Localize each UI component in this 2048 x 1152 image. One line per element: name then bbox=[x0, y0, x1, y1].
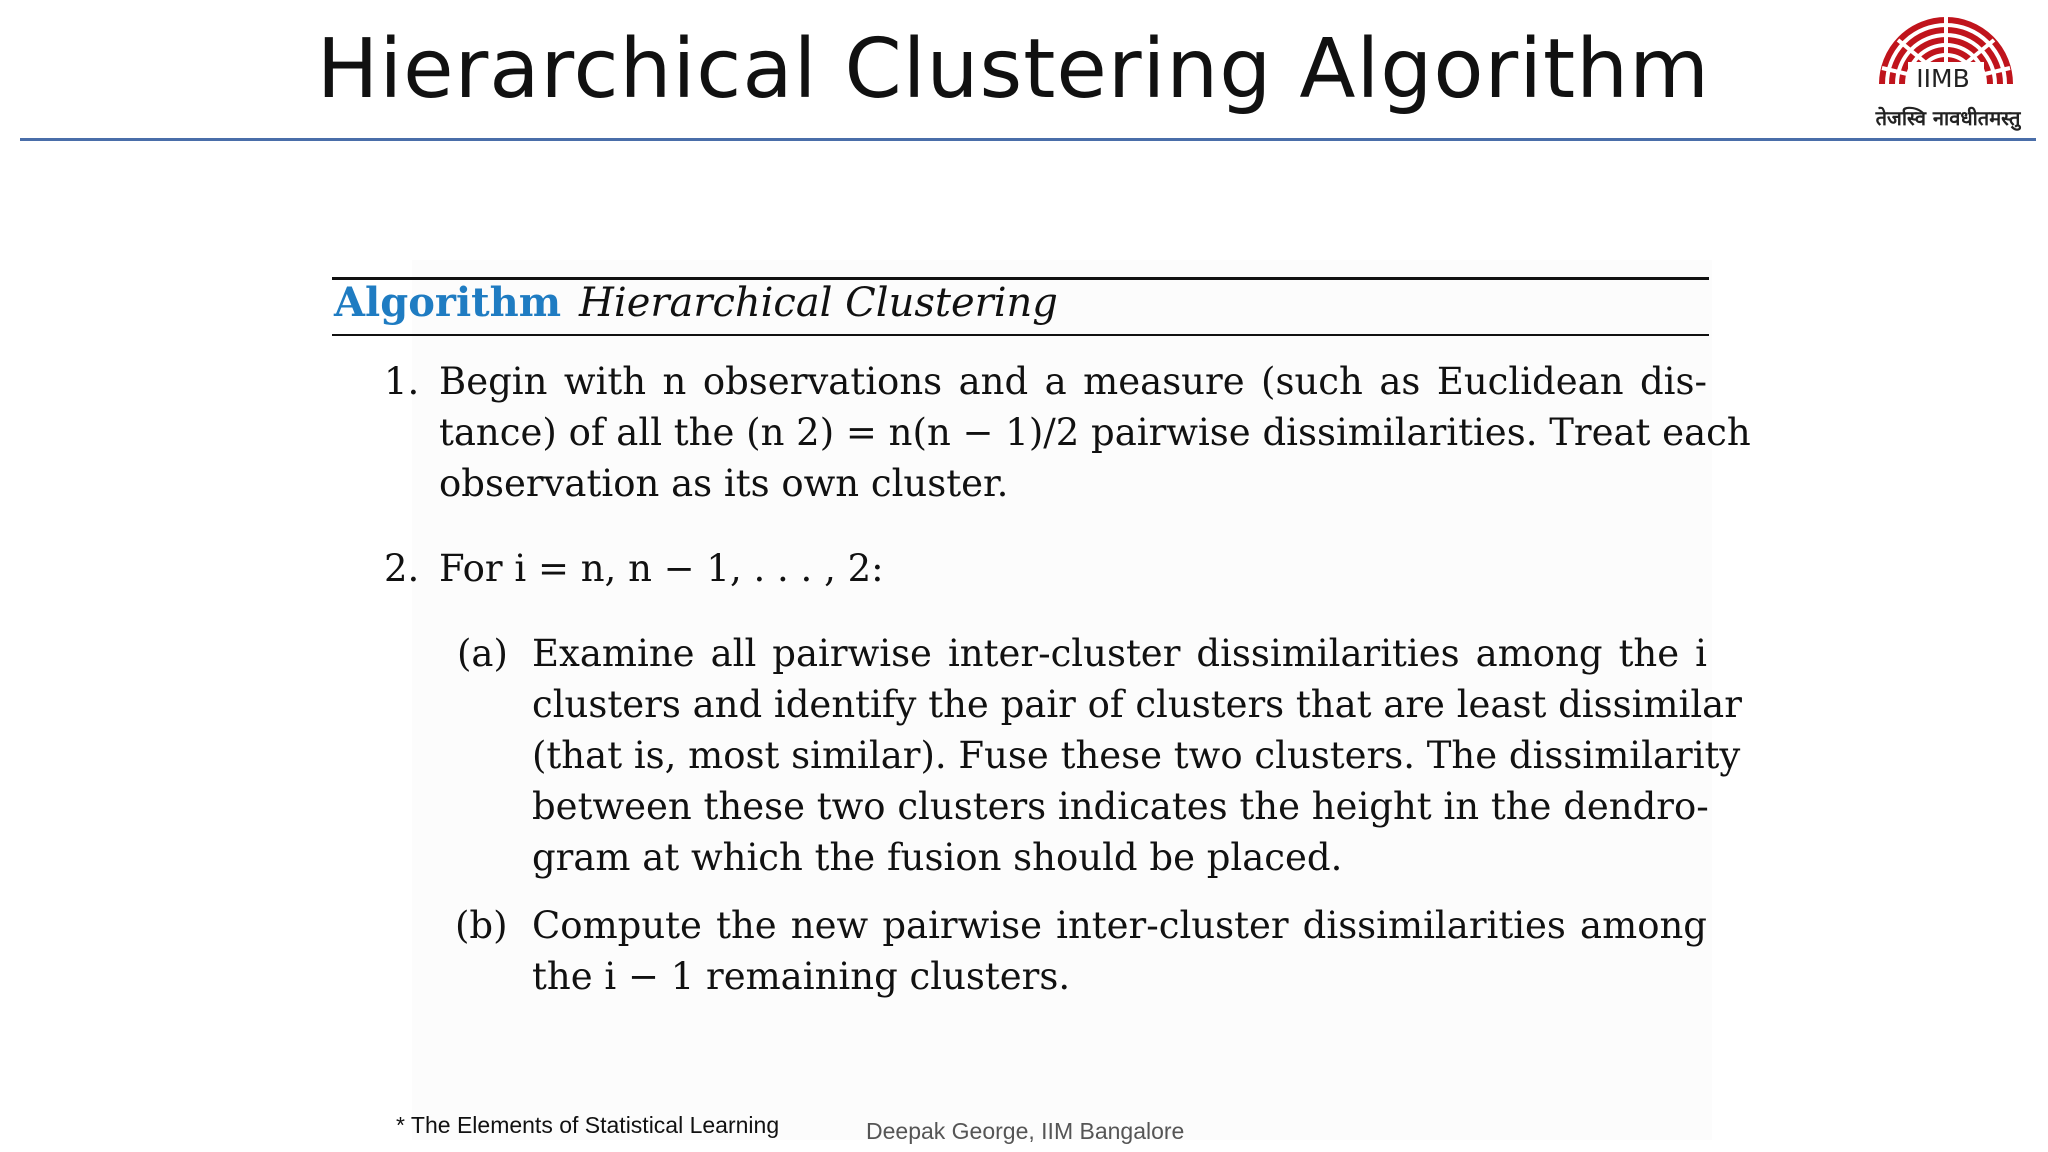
step-1-line: tance) of all the (n 2) = n(n − 1)/2 pairwise dissimilarities. Treat each bbox=[439, 411, 1751, 454]
logo-motto: तेजस्वि नावधीतमस्तु bbox=[1875, 106, 2021, 130]
step-2b-line: the i − 1 remaining clusters. bbox=[532, 955, 1071, 998]
step-2 bbox=[439, 543, 884, 594]
step-1-number: 1. bbox=[384, 360, 420, 403]
step-2b bbox=[532, 900, 1707, 1002]
step-2a-label: (a) bbox=[457, 632, 508, 675]
title-underline bbox=[20, 138, 2036, 141]
algorithm-header-rule bbox=[332, 334, 1709, 336]
step-1 bbox=[439, 356, 1751, 509]
algorithm-header bbox=[334, 279, 1058, 326]
step-2a bbox=[532, 628, 1742, 883]
step-2-line: For i = n, n − 1, . . . , 2: bbox=[439, 547, 884, 590]
footnote: * The Elements of Statistical Learning bbox=[396, 1112, 780, 1138]
step-2a-line: gram at which the fusion should be placed. bbox=[532, 836, 1343, 879]
step-2a-line: clusters and identify the pair of clusters that are least dissimilar bbox=[532, 683, 1742, 726]
step-2-number: 2. bbox=[384, 547, 420, 590]
logo-text: IIMB bbox=[1916, 64, 1970, 93]
slide-title: Hierarchical Clustering Algorithm bbox=[316, 22, 1710, 117]
step-1-line: Begin with n observations and a measure (such as Euclidean dis- bbox=[439, 360, 1707, 403]
step-2a-line: between these two clusters indicates the height in the dendro- bbox=[532, 785, 1709, 828]
logo-text-block bbox=[1868, 6, 2036, 132]
algorithm-keyword: Algorithm bbox=[334, 279, 562, 326]
algorithm-name: Hierarchical Clustering bbox=[579, 280, 1058, 326]
author-credit: Deepak George, IIM Bangalore bbox=[866, 1118, 1185, 1144]
step-2b-label: (b) bbox=[455, 904, 508, 947]
step-1-line: observation as its own cluster. bbox=[439, 462, 1009, 505]
step-2a-line: (that is, most similar). Fuse these two clusters. The dissimilarity bbox=[532, 734, 1741, 777]
step-2b-line: Compute the new pairwise inter-cluster dissimilarities among bbox=[532, 904, 1707, 947]
step-2a-line: Examine all pairwise inter-cluster dissimilarities among the i bbox=[532, 632, 1707, 675]
